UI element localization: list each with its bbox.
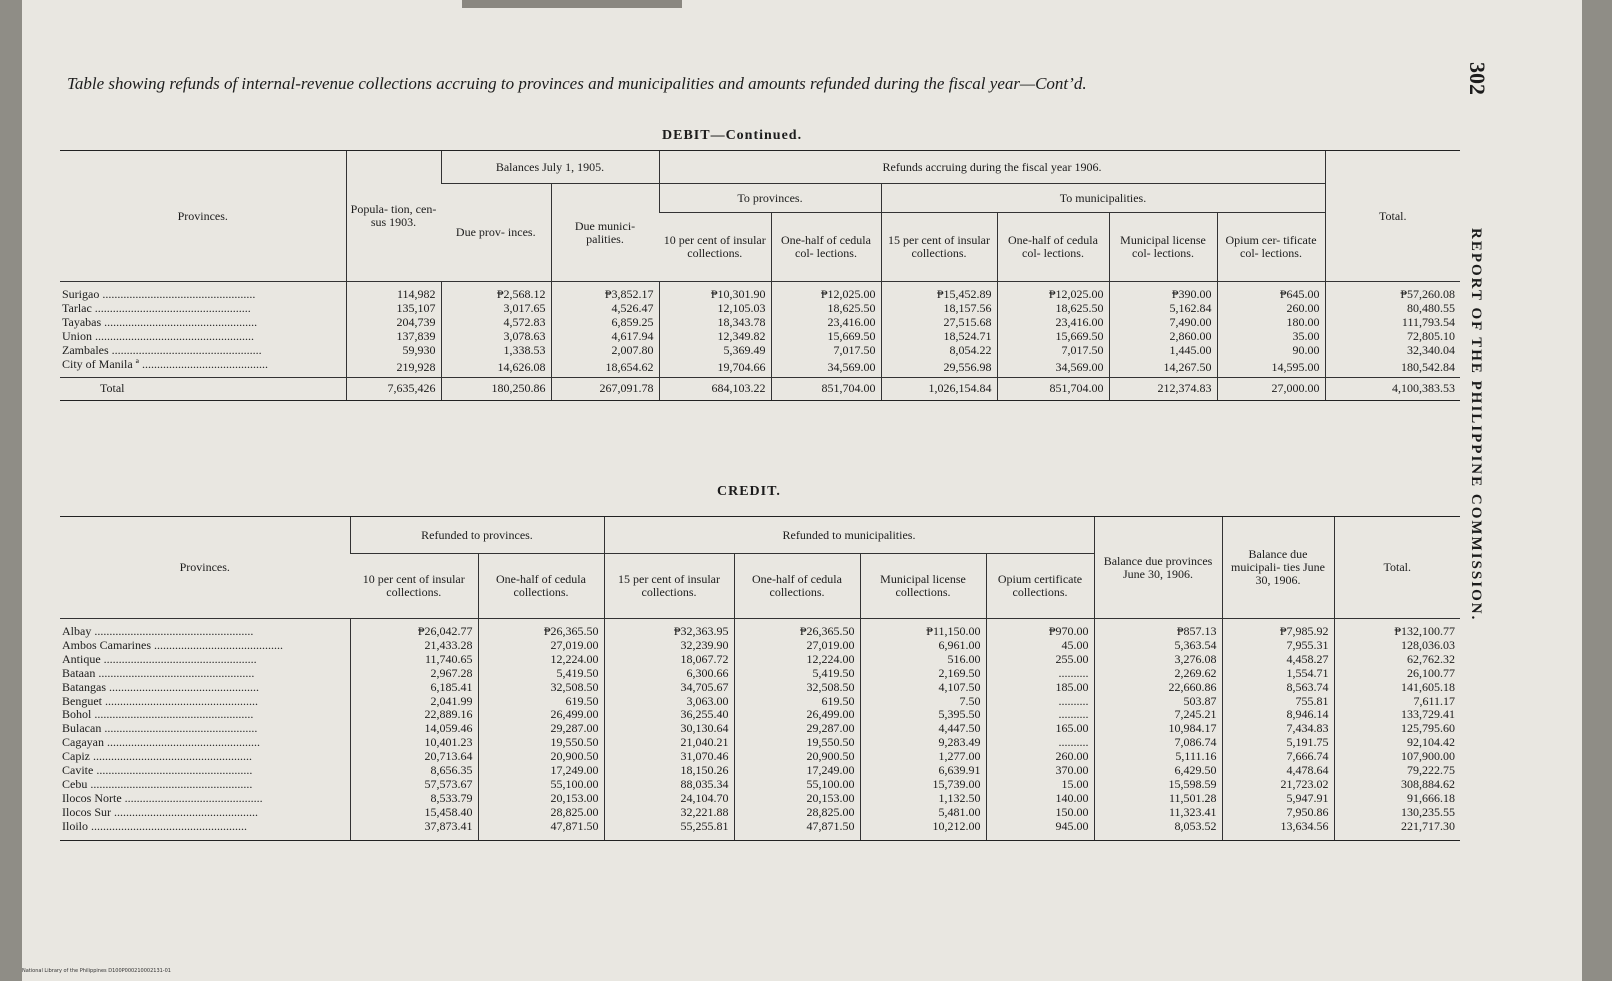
cell-opium: 150.00 bbox=[986, 806, 1094, 820]
cell-opium: .......... bbox=[986, 667, 1094, 681]
cell-bal-mun: 4,458.27 bbox=[1222, 653, 1334, 667]
cell-population: 137,839 bbox=[346, 330, 441, 344]
province-name: Tayabas ................................................... bbox=[62, 315, 258, 329]
col-prov-cedula: One-half of cedula col- lections. bbox=[771, 213, 881, 282]
col-mced: One-half of cedula collections. bbox=[734, 554, 860, 619]
table-row bbox=[60, 344, 1460, 358]
cell-total: 141,605.18 bbox=[1334, 681, 1460, 695]
cell-pced: ₱12,025.00 bbox=[771, 282, 881, 302]
province-name: Bulacan ................................................... bbox=[62, 722, 258, 736]
cell-opium: 140.00 bbox=[986, 792, 1094, 806]
cell-pced: 20,900.50 bbox=[478, 750, 604, 764]
table-row bbox=[60, 736, 1460, 750]
cell-p10: ₱10,301.90 bbox=[659, 282, 771, 302]
cell-bal-mun: 13,634.56 bbox=[1222, 820, 1334, 840]
table-row bbox=[60, 302, 1460, 316]
province-name: City of Manila ª .......................................... bbox=[62, 357, 268, 371]
cell-bal-prov: 3,276.08 bbox=[1094, 653, 1222, 667]
cell-p10: 8,533.79 bbox=[350, 792, 478, 806]
cell-opium: 90.00 bbox=[1217, 344, 1325, 358]
cell-pced: 7,017.50 bbox=[771, 344, 881, 358]
cell-mced: 12,224.00 bbox=[734, 653, 860, 667]
cell-m15: 36,255.40 bbox=[604, 708, 734, 722]
province-name: Bataan .................................................... bbox=[62, 666, 255, 680]
cell-total: 72,805.10 bbox=[1325, 330, 1460, 344]
cell-p10: 5,369.49 bbox=[659, 344, 771, 358]
cell-lic: 10,212.00 bbox=[860, 820, 986, 840]
cell-bal-prov: 15,598.59 bbox=[1094, 778, 1222, 792]
cell-m15: ₱32,363.95 bbox=[604, 619, 734, 639]
cell-pced: 23,416.00 bbox=[771, 316, 881, 330]
province-name: Benguet ................................................... bbox=[62, 694, 258, 708]
cell-m15: 55,255.81 bbox=[604, 820, 734, 840]
cell-bal-mun: 755.81 bbox=[1222, 695, 1334, 709]
province-name: Cagayan ................................................... bbox=[62, 736, 260, 750]
cell-bal-mun: 7,434.83 bbox=[1222, 722, 1334, 736]
cell-mced: 7,017.50 bbox=[997, 344, 1109, 358]
cell-mced: 17,249.00 bbox=[734, 764, 860, 778]
cell-opium: .......... bbox=[986, 736, 1094, 750]
cell-population: 219,928 bbox=[346, 358, 441, 378]
cell-population: 204,739 bbox=[346, 316, 441, 330]
cell-population: 135,107 bbox=[346, 302, 441, 316]
cell-opium: 260.00 bbox=[1217, 302, 1325, 316]
cell-p10: 18,343.78 bbox=[659, 316, 771, 330]
cell-p10: 8,656.35 bbox=[350, 764, 478, 778]
table-row bbox=[60, 750, 1460, 764]
cell-m15: 31,070.46 bbox=[604, 750, 734, 764]
cell-mced: 20,153.00 bbox=[734, 792, 860, 806]
cell-total: 91,666.18 bbox=[1334, 792, 1460, 806]
cell-lic: 15,739.00 bbox=[860, 778, 986, 792]
cell-p10: 19,704.66 bbox=[659, 358, 771, 378]
cell-p10: 10,401.23 bbox=[350, 736, 478, 750]
debit-section-title: DEBIT—Continued. bbox=[662, 128, 803, 143]
cell-lic: 5,395.50 bbox=[860, 708, 986, 722]
cell-p10: 11,740.65 bbox=[350, 653, 478, 667]
cell-total: 111,793.54 bbox=[1325, 316, 1460, 330]
cell-pced: 18,625.50 bbox=[771, 302, 881, 316]
credit-body bbox=[60, 619, 1460, 841]
cell-mced: 27,019.00 bbox=[734, 639, 860, 653]
cell-m15: 24,104.70 bbox=[604, 792, 734, 806]
cell-opium: 180.00 bbox=[1217, 316, 1325, 330]
col-refunded-municipalities: Refunded to municipalities. bbox=[604, 517, 1094, 554]
province-name: Zambales .................................................. bbox=[62, 343, 262, 357]
col-refunded-provinces: Refunded to provinces. bbox=[350, 517, 604, 554]
province-name: Surigao ................................................... bbox=[62, 287, 256, 301]
cell-m15: ₱15,452.89 bbox=[881, 282, 997, 302]
province-name: Tarlac .................................................... bbox=[62, 301, 251, 315]
cell-opium: 15.00 bbox=[986, 778, 1094, 792]
cell-bal-prov: 7,086.74 bbox=[1094, 736, 1222, 750]
cell-lic: 1,445.00 bbox=[1109, 344, 1217, 358]
cell-mced: ₱12,025.00 bbox=[997, 282, 1109, 302]
cell-total: 4,100,383.53 bbox=[1325, 378, 1460, 401]
cell-due-mun: 4,526.47 bbox=[551, 302, 659, 316]
province-name: Albay ..................................................... bbox=[62, 624, 254, 638]
cell-pced: 851,704.00 bbox=[771, 378, 881, 401]
province-name: Cavite .................................................... bbox=[62, 764, 253, 778]
cell-mced: 851,704.00 bbox=[997, 378, 1109, 401]
table-row bbox=[60, 778, 1460, 792]
cell-p10: 22,889.16 bbox=[350, 708, 478, 722]
cell-lic: ₱390.00 bbox=[1109, 282, 1217, 302]
cell-total: 92,104.42 bbox=[1334, 736, 1460, 750]
cell-bal-prov: 5,363.54 bbox=[1094, 639, 1222, 653]
cell-mced: 28,825.00 bbox=[734, 806, 860, 820]
cell-p10: 12,349.82 bbox=[659, 330, 771, 344]
cell-lic: 2,169.50 bbox=[860, 667, 986, 681]
table-row bbox=[60, 806, 1460, 820]
cell-total: 125,795.60 bbox=[1334, 722, 1460, 736]
province-name: Iloilo .................................................... bbox=[60, 820, 350, 840]
cell-p10: 6,185.41 bbox=[350, 681, 478, 695]
table-title: Table showing refunds of internal-revenue collections accruing to provinces and municipalities and amounts refunded during the fiscal year—Cont’d. bbox=[67, 74, 1087, 93]
cell-lic: 5,162.84 bbox=[1109, 302, 1217, 316]
col-due-municipalities: Due munici- palities. bbox=[551, 184, 659, 282]
col-total: Total. bbox=[1334, 517, 1460, 619]
province-name: Antique ................................................... bbox=[62, 652, 257, 666]
cell-opium: 45.00 bbox=[986, 639, 1094, 653]
cell-mced: 34,569.00 bbox=[997, 358, 1109, 378]
col-m15: 15 per cent of insular collections. bbox=[604, 554, 734, 619]
cell-mced: ₱26,365.50 bbox=[734, 619, 860, 639]
cell-due-prov: 3,017.65 bbox=[441, 302, 551, 316]
cell-lic: 5,481.00 bbox=[860, 806, 986, 820]
cell-opium: 165.00 bbox=[986, 722, 1094, 736]
cell-lic: 7.50 bbox=[860, 695, 986, 709]
cell-total: 308,884.62 bbox=[1334, 778, 1460, 792]
cell-mced: 47,871.50 bbox=[734, 820, 860, 840]
col-to-provinces: To provinces. bbox=[659, 184, 881, 213]
cell-bal-prov: ₱857.13 bbox=[1094, 619, 1222, 639]
table-row bbox=[60, 316, 1460, 330]
province-name: Bohol ..................................................... bbox=[62, 708, 254, 722]
cell-opium: 27,000.00 bbox=[1217, 378, 1325, 401]
col-prov-10pct: 10 per cent of insular collections. bbox=[659, 213, 771, 282]
cell-opium: .......... bbox=[986, 695, 1094, 709]
cell-total: 133,729.41 bbox=[1334, 708, 1460, 722]
page-number: 302 bbox=[1465, 62, 1490, 95]
cell-due-mun: 267,091.78 bbox=[551, 378, 659, 401]
col-refunds-accruing: Refunds accruing during the fiscal year 1906. bbox=[659, 151, 1325, 184]
table-row bbox=[60, 330, 1460, 344]
cell-mced: 619.50 bbox=[734, 695, 860, 709]
cell-p10: 37,873.41 bbox=[350, 820, 478, 840]
col-mun-license: Municipal license col- lections. bbox=[1109, 213, 1217, 282]
col-total: Total. bbox=[1325, 151, 1460, 282]
document-page bbox=[22, 0, 1582, 981]
province-name: Capiz ..................................................... bbox=[62, 750, 252, 764]
credit-section-title: CREDIT. bbox=[717, 484, 781, 499]
cell-bal-prov: 2,269.62 bbox=[1094, 667, 1222, 681]
cell-bal-mun: 5,191.75 bbox=[1222, 736, 1334, 750]
cell-opium: 35.00 bbox=[1217, 330, 1325, 344]
province-name: Ilocos Norte .............................................. bbox=[62, 791, 263, 805]
cell-p10: 21,433.28 bbox=[350, 639, 478, 653]
cell-lic: 7,490.00 bbox=[1109, 316, 1217, 330]
running-header: REPORT OF THE PHILIPPINE COMMISSION. bbox=[1468, 228, 1484, 622]
cell-due-mun: 4,617.94 bbox=[551, 330, 659, 344]
cell-due-mun: ₱3,852.17 bbox=[551, 282, 659, 302]
col-pced: One-half of cedula collections. bbox=[478, 554, 604, 619]
cell-due-prov: ₱2,568.12 bbox=[441, 282, 551, 302]
col-population: Popula- tion, cen- sus 1903. bbox=[346, 151, 441, 282]
cell-bal-prov: 8,053.52 bbox=[1094, 820, 1222, 840]
province-name: Cebu ...................................................... bbox=[62, 777, 253, 791]
cell-total: 128,036.03 bbox=[1334, 639, 1460, 653]
cell-opium: ₱645.00 bbox=[1217, 282, 1325, 302]
cell-mced: 18,625.50 bbox=[997, 302, 1109, 316]
cell-m15: 32,239.90 bbox=[604, 639, 734, 653]
province-name: Union ..................................................... bbox=[62, 329, 254, 343]
cell-total: 62,762.32 bbox=[1334, 653, 1460, 667]
table-row bbox=[60, 708, 1460, 722]
cell-mced: 19,550.50 bbox=[734, 736, 860, 750]
cell-bal-mun: 8,946.14 bbox=[1222, 708, 1334, 722]
cell-opium: 370.00 bbox=[986, 764, 1094, 778]
cell-lic: 6,961.00 bbox=[860, 639, 986, 653]
cell-m15: 18,150.26 bbox=[604, 764, 734, 778]
col-provinces: Provinces. bbox=[60, 151, 346, 282]
cell-pced: 5,419.50 bbox=[478, 667, 604, 681]
cell-bal-prov: 5,111.16 bbox=[1094, 750, 1222, 764]
cell-bal-prov: 7,245.21 bbox=[1094, 708, 1222, 722]
cell-mced: 5,419.50 bbox=[734, 667, 860, 681]
cell-opium: .......... bbox=[986, 708, 1094, 722]
col-opium: Opium certificate collections. bbox=[986, 554, 1094, 619]
cell-due-mun: 6,859.25 bbox=[551, 316, 659, 330]
cell-due-prov: 1,338.53 bbox=[441, 344, 551, 358]
cell-m15: 88,035.34 bbox=[604, 778, 734, 792]
cell-p10: 684,103.22 bbox=[659, 378, 771, 401]
total-label: Total bbox=[60, 378, 346, 401]
table-row bbox=[60, 667, 1460, 681]
cell-m15: 18,067.72 bbox=[604, 653, 734, 667]
cell-opium: 255.00 bbox=[986, 653, 1094, 667]
cell-bal-prov: 11,323.41 bbox=[1094, 806, 1222, 820]
cell-total: 180,542.84 bbox=[1325, 358, 1460, 378]
cell-pced: 12,224.00 bbox=[478, 653, 604, 667]
cell-total: 130,235.55 bbox=[1334, 806, 1460, 820]
cell-bal-prov: 11,501.28 bbox=[1094, 792, 1222, 806]
cell-due-mun: 18,654.62 bbox=[551, 358, 659, 378]
cell-opium: 185.00 bbox=[986, 681, 1094, 695]
cell-total: 221,717.30 bbox=[1334, 820, 1460, 840]
cell-due-prov: 3,078.63 bbox=[441, 330, 551, 344]
table-row bbox=[60, 282, 1460, 302]
cell-p10: ₱26,042.77 bbox=[350, 619, 478, 639]
table-row bbox=[60, 653, 1460, 667]
table-row bbox=[60, 695, 1460, 709]
cell-mced: 23,416.00 bbox=[997, 316, 1109, 330]
cell-bal-prov: 22,660.86 bbox=[1094, 681, 1222, 695]
cell-pced: 29,287.00 bbox=[478, 722, 604, 736]
cell-m15: 1,026,154.84 bbox=[881, 378, 997, 401]
cell-bal-prov: 503.87 bbox=[1094, 695, 1222, 709]
cell-lic: 6,639.91 bbox=[860, 764, 986, 778]
cell-bal-mun: 7,666.74 bbox=[1222, 750, 1334, 764]
cell-lic: 1,277.00 bbox=[860, 750, 986, 764]
cell-lic: 4,107.50 bbox=[860, 681, 986, 695]
cell-mced: 29,287.00 bbox=[734, 722, 860, 736]
cell-pced: 26,499.00 bbox=[478, 708, 604, 722]
cell-total: 107,900.00 bbox=[1334, 750, 1460, 764]
province-name: Ilocos Sur ................................................ bbox=[62, 805, 258, 819]
cell-p10: 12,105.03 bbox=[659, 302, 771, 316]
cell-pced: 619.50 bbox=[478, 695, 604, 709]
cell-m15: 21,040.21 bbox=[604, 736, 734, 750]
cell-lic: 14,267.50 bbox=[1109, 358, 1217, 378]
cell-m15: 18,524.71 bbox=[881, 330, 997, 344]
cell-pced: 47,871.50 bbox=[478, 820, 604, 840]
cell-total: 7,611.17 bbox=[1334, 695, 1460, 709]
col-provinces: Provinces. bbox=[60, 517, 350, 619]
cell-m15: 6,300.66 bbox=[604, 667, 734, 681]
province-name: Ambos Camarines ........................................... bbox=[62, 638, 283, 652]
cell-m15: 29,556.98 bbox=[881, 358, 997, 378]
table-row bbox=[60, 820, 1460, 840]
cell-p10: 2,967.28 bbox=[350, 667, 478, 681]
cell-p10: 57,573.67 bbox=[350, 778, 478, 792]
province-name: Batangas .................................................. bbox=[62, 680, 259, 694]
cell-total: 26,100.77 bbox=[1334, 667, 1460, 681]
cell-population: 7,635,426 bbox=[346, 378, 441, 401]
cell-m15: 30,130.64 bbox=[604, 722, 734, 736]
cell-bal-mun: 7,950.86 bbox=[1222, 806, 1334, 820]
scan-footer: National Library of the Philippines D100P000210002131-01 bbox=[22, 968, 171, 974]
cell-m15: 34,705.67 bbox=[604, 681, 734, 695]
cell-bal-prov: 6,429.50 bbox=[1094, 764, 1222, 778]
table-row bbox=[60, 792, 1460, 806]
cell-bal-mun: 1,554.71 bbox=[1222, 667, 1334, 681]
cell-m15: 32,221.88 bbox=[604, 806, 734, 820]
cell-m15: 3,063.00 bbox=[604, 695, 734, 709]
cell-bal-prov: 10,984.17 bbox=[1094, 722, 1222, 736]
cell-lic: 4,447.50 bbox=[860, 722, 986, 736]
cell-mced: 15,669.50 bbox=[997, 330, 1109, 344]
cell-total: 79,222.75 bbox=[1334, 764, 1460, 778]
credit-table bbox=[60, 516, 1460, 841]
cell-mced: 20,900.50 bbox=[734, 750, 860, 764]
cell-bal-mun: 21,723.02 bbox=[1222, 778, 1334, 792]
col-due-provinces: Due prov- inces. bbox=[441, 184, 551, 282]
cell-due-prov: 14,626.08 bbox=[441, 358, 551, 378]
total-row bbox=[60, 378, 1460, 401]
col-balance-provinces: Balance due provinces June 30, 1906. bbox=[1094, 517, 1222, 619]
cell-pced: 20,153.00 bbox=[478, 792, 604, 806]
cell-population: 59,930 bbox=[346, 344, 441, 358]
table-row bbox=[60, 764, 1460, 778]
scan-shadow bbox=[462, 0, 682, 8]
cell-opium: 14,595.00 bbox=[1217, 358, 1325, 378]
cell-bal-mun: 4,478.64 bbox=[1222, 764, 1334, 778]
cell-total: ₱132,100.77 bbox=[1334, 619, 1460, 639]
cell-pced: 27,019.00 bbox=[478, 639, 604, 653]
col-mun-cedula: One-half of cedula col- lections. bbox=[997, 213, 1109, 282]
cell-pced: 15,669.50 bbox=[771, 330, 881, 344]
cell-due-prov: 180,250.86 bbox=[441, 378, 551, 401]
col-to-municipalities: To municipalities. bbox=[881, 184, 1325, 213]
cell-lic: 516.00 bbox=[860, 653, 986, 667]
cell-bal-mun: 7,955.31 bbox=[1222, 639, 1334, 653]
cell-mced: 32,508.50 bbox=[734, 681, 860, 695]
cell-bal-mun: 8,563.74 bbox=[1222, 681, 1334, 695]
table-row bbox=[60, 722, 1460, 736]
table-row bbox=[60, 358, 1460, 378]
cell-lic: 1,132.50 bbox=[860, 792, 986, 806]
cell-bal-mun: ₱7,985.92 bbox=[1222, 619, 1334, 639]
cell-p10: 2,041.99 bbox=[350, 695, 478, 709]
col-lic: Municipal license collections. bbox=[860, 554, 986, 619]
cell-pced: 55,100.00 bbox=[478, 778, 604, 792]
cell-bal-mun: 5,947.91 bbox=[1222, 792, 1334, 806]
cell-p10: 15,458.40 bbox=[350, 806, 478, 820]
cell-m15: 8,054.22 bbox=[881, 344, 997, 358]
cell-m15: 18,157.56 bbox=[881, 302, 997, 316]
cell-opium: 945.00 bbox=[986, 820, 1094, 840]
cell-total: 80,480.55 bbox=[1325, 302, 1460, 316]
table-row bbox=[60, 619, 1460, 639]
col-mun-opium: Opium cer- tificate col- lections. bbox=[1217, 213, 1325, 282]
cell-total: 32,340.04 bbox=[1325, 344, 1460, 358]
cell-due-mun: 2,007.80 bbox=[551, 344, 659, 358]
table-row bbox=[60, 681, 1460, 695]
cell-lic: 212,374.83 bbox=[1109, 378, 1217, 401]
cell-p10: 14,059.46 bbox=[350, 722, 478, 736]
cell-m15: 27,515.68 bbox=[881, 316, 997, 330]
cell-lic: 9,283.49 bbox=[860, 736, 986, 750]
cell-pced: 28,825.00 bbox=[478, 806, 604, 820]
debit-table bbox=[60, 150, 1460, 401]
cell-mced: 55,100.00 bbox=[734, 778, 860, 792]
cell-pced: ₱26,365.50 bbox=[478, 619, 604, 639]
col-balance-municipalities: Balance due muicipali- ties June 30, 1906. bbox=[1222, 517, 1334, 619]
cell-lic: 2,860.00 bbox=[1109, 330, 1217, 344]
table-row bbox=[60, 639, 1460, 653]
col-p10: 10 per cent of insular collections. bbox=[350, 554, 478, 619]
cell-population: 114,982 bbox=[346, 282, 441, 302]
cell-pced: 34,569.00 bbox=[771, 358, 881, 378]
col-balances: Balances July 1, 1905. bbox=[441, 151, 659, 184]
cell-total: ₱57,260.08 bbox=[1325, 282, 1460, 302]
cell-pced: 17,249.00 bbox=[478, 764, 604, 778]
cell-p10: 20,713.64 bbox=[350, 750, 478, 764]
col-mun-15pct: 15 per cent of insular collections. bbox=[881, 213, 997, 282]
cell-opium: ₱970.00 bbox=[986, 619, 1094, 639]
cell-pced: 32,508.50 bbox=[478, 681, 604, 695]
cell-lic: ₱11,150.00 bbox=[860, 619, 986, 639]
cell-opium: 260.00 bbox=[986, 750, 1094, 764]
cell-due-prov: 4,572.83 bbox=[441, 316, 551, 330]
cell-mced: 26,499.00 bbox=[734, 708, 860, 722]
cell-pced: 19,550.50 bbox=[478, 736, 604, 750]
